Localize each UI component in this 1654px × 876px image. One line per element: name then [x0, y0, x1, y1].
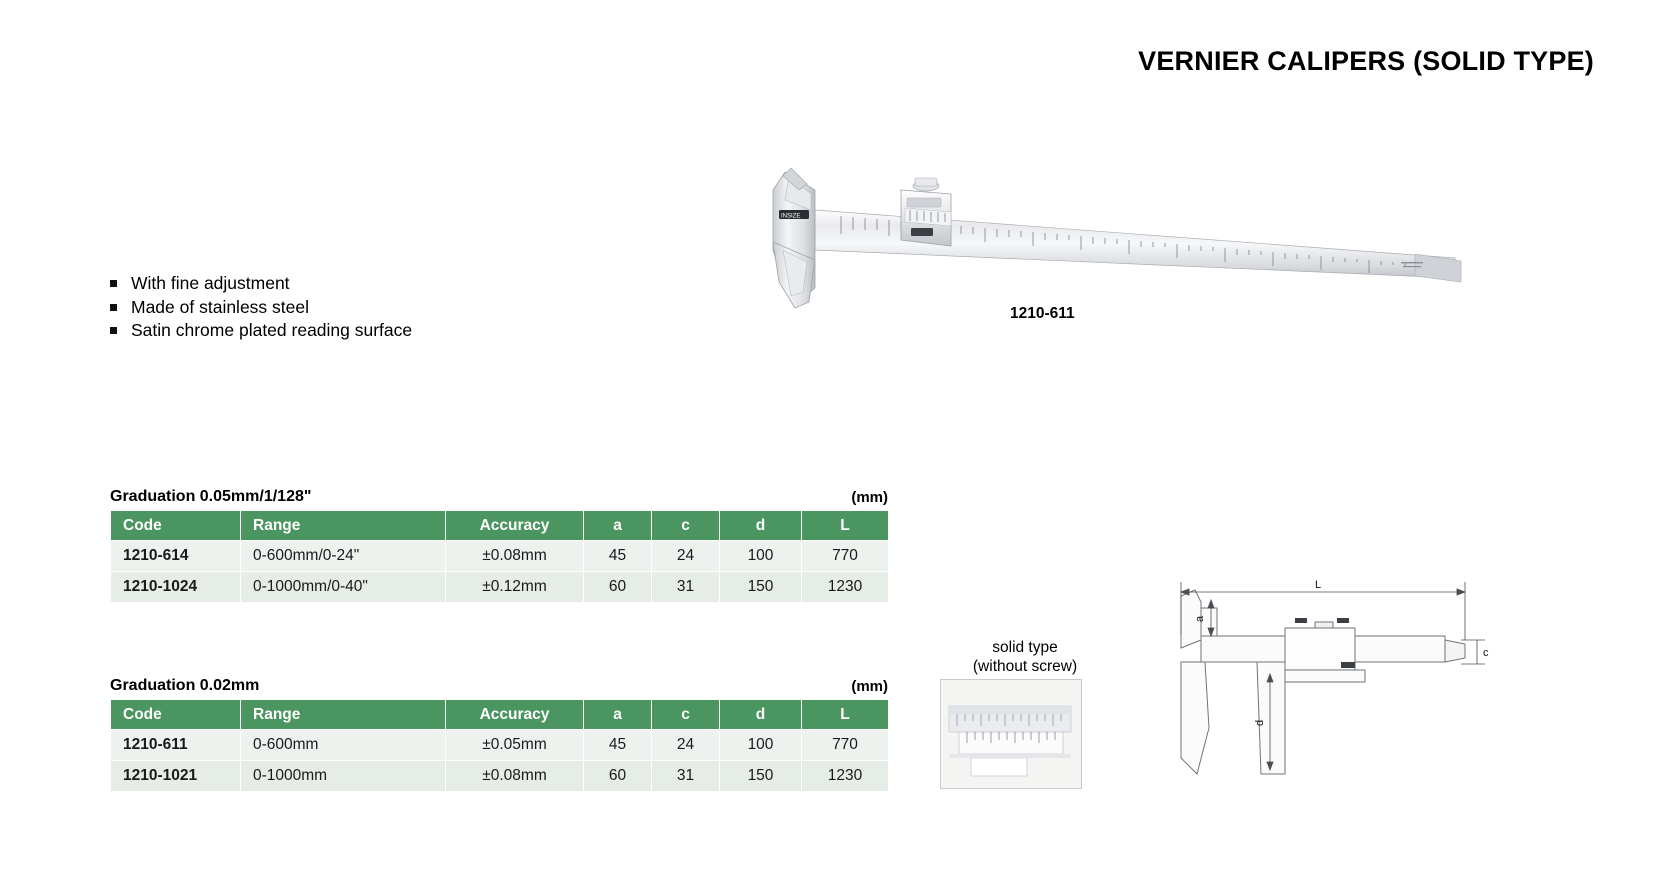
column-header-accuracy: Accuracy — [446, 511, 584, 541]
column-header-d: d — [720, 511, 802, 541]
cell-d: 150 — [720, 761, 802, 792]
cell-accuracy: ±0.08mm — [446, 541, 584, 572]
cell-code: 1210-611 — [111, 730, 241, 761]
cell-d: 100 — [720, 541, 802, 572]
dim-label-a: a — [1194, 615, 1206, 622]
inset-caption — [960, 638, 1090, 676]
cell-accuracy: ±0.08mm — [446, 761, 584, 792]
cell-accuracy: ±0.12mm — [446, 572, 584, 603]
dimension-drawing — [1165, 578, 1495, 798]
column-header-c: c — [652, 511, 720, 541]
cell-L: 1230 — [802, 761, 889, 792]
column-header-code: Code — [111, 511, 241, 541]
vernier-scale-closeup-illustration — [941, 680, 1079, 786]
column-header-d: d — [720, 700, 802, 730]
feature-label: Made of stainless steel — [131, 296, 310, 317]
unit-label: (mm) — [851, 678, 888, 695]
cell-c: 31 — [652, 761, 720, 792]
table-row — [111, 572, 889, 603]
table-header-row — [111, 511, 889, 541]
inset-caption-line-1: solid type — [992, 639, 1058, 656]
cell-range: 0-1000mm/0-40" — [241, 572, 446, 603]
column-header-a: a — [584, 700, 652, 730]
inset-caption-line-2: (without screw) — [972, 658, 1078, 675]
column-header-L: L — [802, 700, 889, 730]
cell-a: 60 — [584, 572, 652, 603]
cell-c: 24 — [652, 730, 720, 761]
dimension-drawing-illustration — [1165, 578, 1495, 798]
feature-label: Satin chrome plated reading surface — [131, 320, 413, 340]
cell-range: 0-600mm — [241, 730, 446, 761]
table-row — [111, 730, 889, 761]
table-row — [111, 541, 889, 572]
column-header-L: L — [802, 511, 889, 541]
cell-code: 1210-1024 — [111, 572, 241, 603]
table-header-row — [111, 700, 889, 730]
column-header-code: Code — [111, 700, 241, 730]
cell-L: 1230 — [802, 572, 889, 603]
spec-table — [110, 510, 889, 603]
table-row — [111, 761, 889, 792]
cell-code: 1210-1021 — [111, 761, 241, 792]
column-header-range: Range — [241, 700, 446, 730]
cell-range: 0-600mm/0-24" — [241, 541, 446, 572]
cell-d: 150 — [720, 572, 802, 603]
column-header-a: a — [584, 511, 652, 541]
cell-accuracy: ±0.05mm — [446, 730, 584, 761]
cell-c: 24 — [652, 541, 720, 572]
cell-a: 45 — [584, 541, 652, 572]
cell-range: 0-1000mm — [241, 761, 446, 792]
column-header-range: Range — [241, 511, 446, 541]
feature-list — [110, 272, 412, 343]
column-header-c: c — [652, 700, 720, 730]
list-item — [110, 296, 412, 320]
bullet-square-icon — [110, 304, 117, 311]
list-item — [110, 272, 412, 296]
column-header-accuracy: Accuracy — [446, 700, 584, 730]
graduation-label: Graduation 0.02mm — [110, 677, 260, 694]
graduation-label: Graduation 0.05mm/1/128" — [110, 488, 312, 505]
dim-label-d: d — [1254, 719, 1266, 726]
cell-code: 1210-614 — [111, 541, 241, 572]
page-title: VERNIER CALIPERS (SOLID TYPE) — [1138, 46, 1594, 76]
list-item — [110, 319, 412, 343]
unit-label: (mm) — [851, 489, 888, 506]
feature-label: With fine adjustment — [131, 273, 290, 293]
cell-d: 100 — [720, 730, 802, 761]
bullet-square-icon — [110, 280, 117, 287]
spec-table-block-1 — [110, 484, 889, 603]
table-header-line — [110, 673, 888, 695]
bullet-square-icon — [110, 327, 117, 334]
product-photo — [755, 150, 1465, 335]
spec-table-block-2 — [110, 673, 889, 792]
cell-a: 45 — [584, 730, 652, 761]
cell-a: 60 — [584, 761, 652, 792]
product-photo-caption: 1210-611 — [1010, 305, 1075, 322]
cell-L: 770 — [802, 730, 889, 761]
svg-text:INSIZE: INSIZE — [781, 213, 801, 220]
dim-label-L: L — [1315, 579, 1322, 591]
caliper-illustration — [755, 150, 1465, 335]
inset-photo — [940, 679, 1082, 789]
cell-c: 31 — [652, 572, 720, 603]
dim-label-c: c — [1483, 647, 1489, 659]
spec-table — [110, 699, 889, 792]
cell-L: 770 — [802, 541, 889, 572]
table-header-line — [110, 484, 888, 506]
